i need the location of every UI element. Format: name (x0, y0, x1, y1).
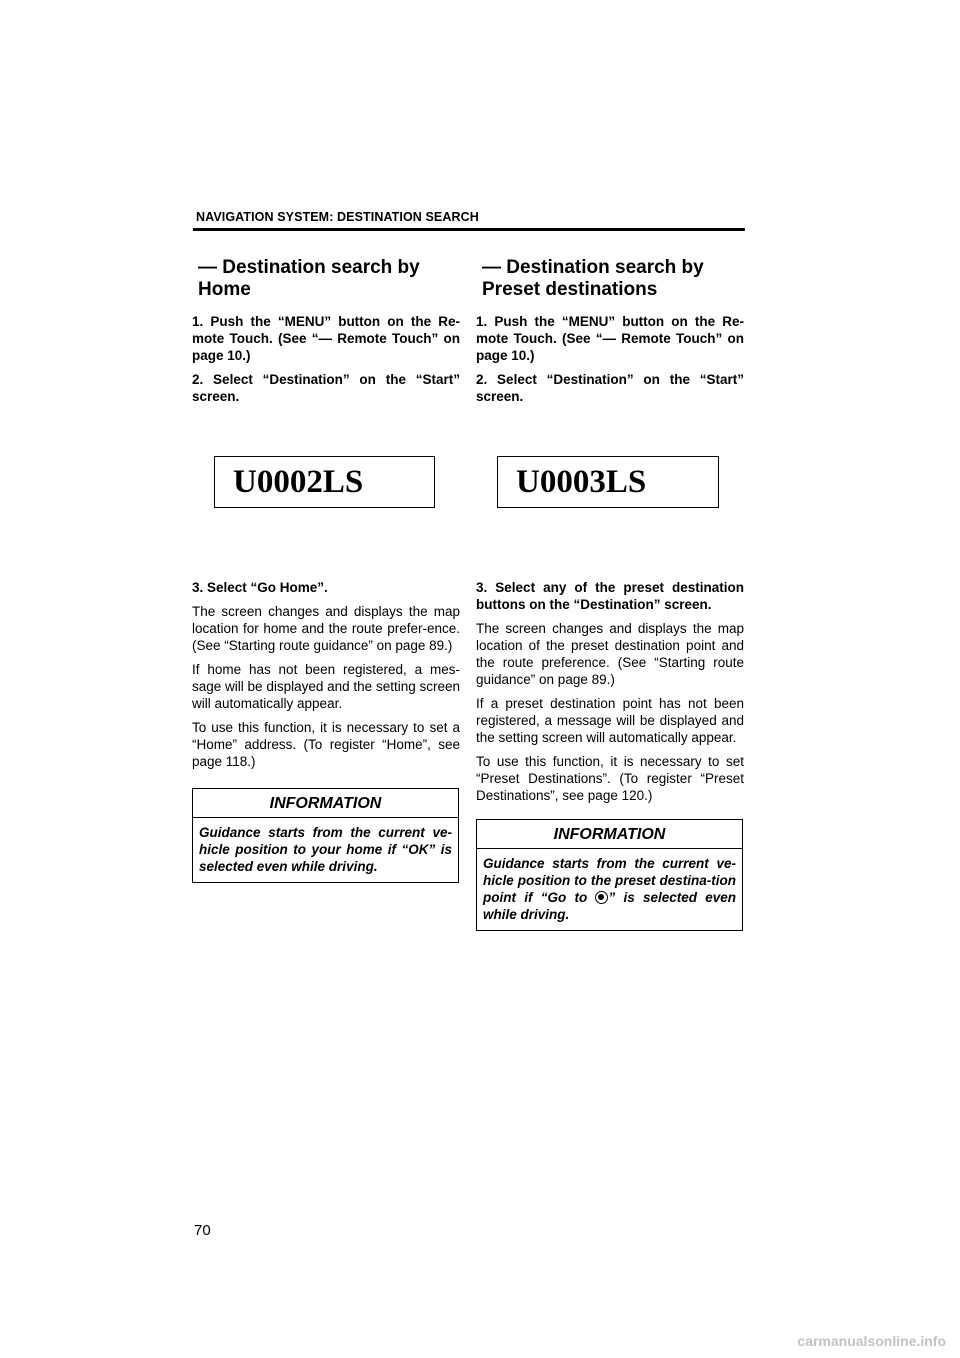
left-para-3: To use this function, it is necessary to set a “Home” address. (To register “Home”, see page 118.) (192, 720, 460, 769)
right-information-box (476, 819, 743, 931)
right-title-line2: Preset destinations (482, 279, 658, 300)
right-figure-placeholder: U0003LS (497, 456, 719, 508)
right-title-line1: — Destination search by (482, 257, 704, 278)
left-step-2: 2. Select “Destination” on the “Start” screen. (192, 372, 460, 404)
right-step-2: 2. Select “Destination” on the “Start” screen. (476, 372, 744, 404)
left-para-2: If home has not been registered, a mes-sage will be displayed and the setting screen will automatically appear. (192, 662, 460, 711)
right-step-3: 3. Select any of the preset destination buttons on the “Destination” screen. (476, 580, 744, 612)
left-steps-top (192, 313, 460, 412)
right-steps-bottom (476, 579, 744, 811)
right-info-text (477, 849, 742, 930)
right-info-text-after: ” is selected even while driving. (483, 890, 736, 922)
left-steps-bottom (192, 579, 460, 777)
left-info-title: INFORMATION (193, 789, 458, 818)
left-step-1: 1. Push the “MENU” button on the Re-mote Touch. (See “— Remote Touch” on page 10.) (192, 314, 460, 363)
left-section-title (198, 257, 420, 301)
left-title-line2: Home (198, 279, 251, 300)
left-step-3: 3. Select “Go Home”. (192, 580, 328, 595)
preset-destination-icon (595, 891, 608, 904)
right-para-1: The screen changes and displays the map location of the preset destination point and the route preference. (See “Starting route guidance” on page 89.) (476, 621, 744, 687)
left-information-box (192, 788, 459, 883)
running-header: NAVIGATION SYSTEM: DESTINATION SEARCH (196, 210, 479, 224)
right-section-title (482, 257, 704, 301)
left-title-line1: — Destination search by (198, 257, 420, 278)
right-step-1: 1. Push the “MENU” button on the Re-mote Touch. (See “— Remote Touch” on page 10.) (476, 314, 744, 363)
right-info-title: INFORMATION (477, 820, 742, 849)
page-number: 70 (194, 1222, 211, 1239)
left-figure-placeholder: U0002LS (214, 456, 435, 508)
left-para-1: The screen changes and displays the map location for home and the route prefer-ence. (See “Starting route guidance” on page 89.) (192, 604, 460, 653)
header-rule (193, 228, 745, 231)
right-steps-top (476, 313, 744, 412)
left-info-text: Guidance starts from the current ve-hicle position to your home if “OK” is selected even while driving. (199, 825, 452, 874)
right-info-text-before: Guidance starts from the current ve-hicle position to the preset destina-tion point if “Go to (483, 856, 736, 905)
watermark: carmanualsonline.info (797, 1333, 946, 1349)
right-para-2: If a preset destination point has not been registered, a message will be displayed and the setting screen will automatically appear. (476, 696, 744, 745)
right-para-3: To use this function, it is necessary to set “Preset Destinations”. (To register “Preset Destinations”, see page 120.) (476, 754, 744, 803)
